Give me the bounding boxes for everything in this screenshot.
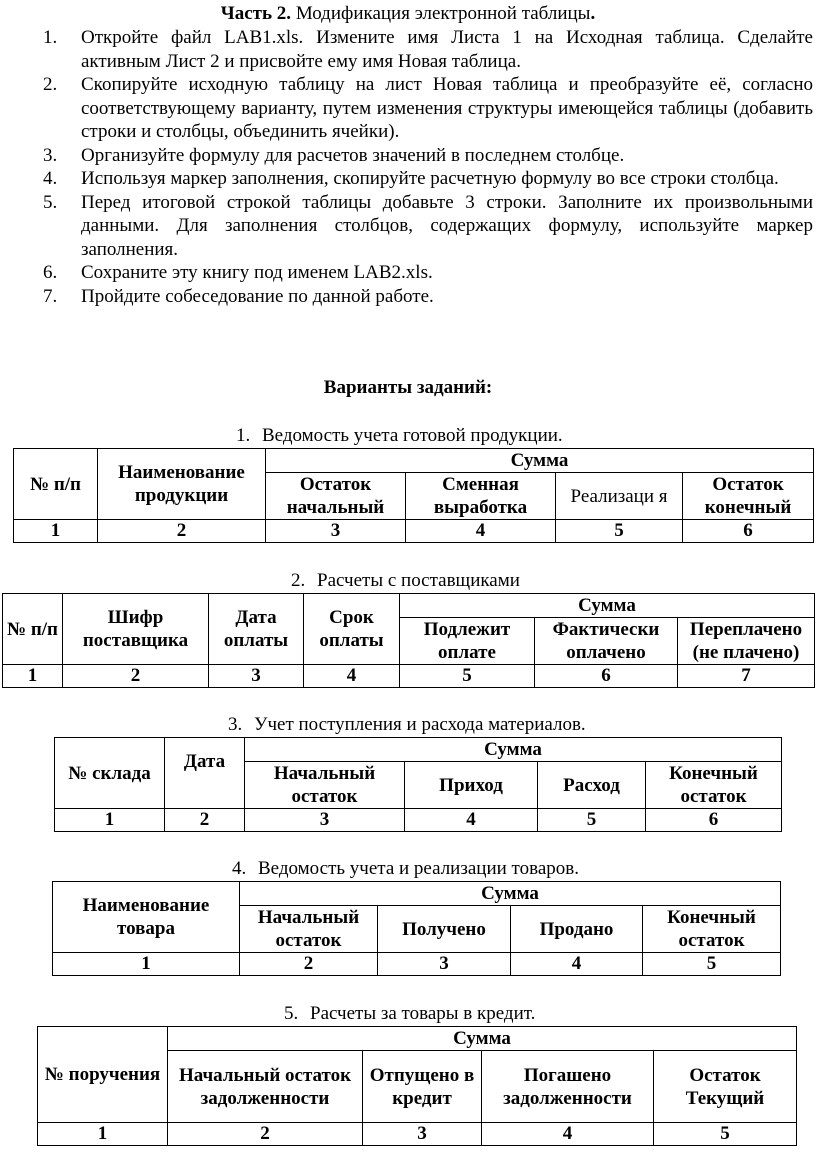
column-number: 5 (643, 953, 781, 976)
column-number: 2 (240, 953, 378, 976)
caption-text: Учет поступления и расхода материалов. (254, 714, 586, 735)
step-number: 7. (43, 285, 58, 307)
step-text: Скопируйте исходную таблицу на лист Новая таблица и преобразуйте её, согласно соответствующему варианту, путем изменения структуры имеющейся таблицы (добавить строки и столбцы, объединить ячейки). (81, 74, 813, 142)
step-text: Используя маркер заполнения, скопируйте расчетную формулу во все строки столбца. (81, 168, 779, 189)
step-item (43, 261, 813, 285)
step-item (43, 167, 813, 191)
caption-text: Расчеты за товары в кредит. (310, 1003, 536, 1024)
header-cell: Срок оплаты (304, 594, 400, 665)
step-text: Организуйте формулу для расчетов значений в последнем столбце. (81, 144, 625, 166)
column-number: 2 (168, 1123, 363, 1146)
table-5 (37, 1026, 797, 1146)
sub-header: Продано (511, 906, 643, 953)
column-number: 1 (14, 520, 98, 543)
column-number: 5 (400, 665, 535, 688)
caption-text: Расчеты с поставщиками (317, 570, 520, 591)
table-3 (54, 737, 782, 832)
sub-header: Отпущено в кредит (363, 1051, 482, 1123)
column-number: 5 (556, 520, 683, 543)
table-2 (2, 593, 815, 688)
step-text: Откройте файл LAB1.xls. Измените имя Листа 1 на Исходная таблица. Сделайте активным Лист 2 и присвойте ему имя Новая таблица. (81, 27, 813, 72)
column-number: 4 (511, 953, 643, 976)
caption-number: 2. (291, 570, 306, 591)
sub-header: Начальный остаток задолженности (168, 1051, 363, 1123)
sub-header: Расход (538, 762, 646, 809)
sub-header: Получено (378, 906, 511, 953)
sub-header: Переплачено (не плачено) (678, 618, 815, 665)
header-cell: Шифр поставщика (63, 594, 209, 665)
sub-header: Погашено задолженности (482, 1051, 654, 1123)
part-title (0, 3, 816, 25)
column-number: 4 (304, 665, 400, 688)
step-number: 2. (43, 74, 58, 95)
step-number: 6. (43, 262, 58, 283)
column-number: 4 (406, 520, 556, 543)
column-number: 3 (266, 520, 406, 543)
header-cell: Дата оплаты (209, 594, 304, 665)
column-number: 4 (405, 809, 538, 832)
column-number: 2 (63, 665, 209, 688)
table-1-caption (236, 425, 816, 447)
caption-number: 1. (236, 425, 251, 446)
part-text: Модификация электронной таблицы (291, 3, 591, 24)
sub-header: Остаток конечный (683, 473, 814, 520)
column-number: 2 (98, 520, 266, 543)
sub-header: Сменная выработка (406, 473, 556, 520)
sub-header: Начальный остаток (245, 762, 405, 809)
sub-header: Приход (405, 762, 538, 809)
step-item (43, 26, 813, 73)
step-item (43, 285, 813, 309)
header-cell: № поручения (38, 1027, 168, 1123)
header-cell: № п/п (14, 449, 98, 520)
caption-number: 4. (232, 858, 247, 879)
sub-header: Фактически оплачено (535, 618, 678, 665)
table-1 (13, 448, 814, 543)
column-number: 5 (538, 809, 646, 832)
header-cell: № п/п (3, 594, 63, 665)
caption-number: 5. (284, 1003, 299, 1024)
step-number: 4. (43, 168, 58, 189)
table-4-caption (232, 858, 816, 880)
column-number: 1 (53, 953, 240, 976)
step-text: Перед итоговой строкой таблицы добавьте 3 строки. Заполните их произвольными данными. Для заполнения столбцов, содержащих формулу, используйте маркер заполнения. (81, 191, 813, 260)
column-number: 1 (55, 809, 165, 832)
table-2-caption (291, 570, 816, 592)
column-number: 2 (165, 809, 245, 832)
caption-text: Ведомость учета готовой продукции. (262, 425, 563, 446)
column-number: 3 (245, 809, 405, 832)
group-header: Сумма (240, 882, 781, 906)
column-number: 6 (683, 520, 814, 543)
group-header: Сумма (245, 738, 782, 762)
sub-header: Конечный остаток (646, 762, 782, 809)
header-cell: Наименование товара (53, 882, 240, 953)
header-cell: № склада (55, 738, 165, 809)
group-header: Сумма (266, 449, 814, 473)
column-number: 1 (38, 1123, 168, 1146)
step-number: 1. (43, 27, 58, 48)
column-number: 7 (678, 665, 815, 688)
step-text: Сохраните эту книгу под именем LAB2.xls. (81, 262, 433, 283)
step-number: 3. (43, 144, 58, 166)
column-number: 3 (378, 953, 511, 976)
steps-list (43, 26, 813, 308)
sub-header: Остаток Текущий (654, 1051, 797, 1123)
column-number: 5 (654, 1123, 797, 1146)
part-tail: . (590, 3, 596, 24)
step-text: Пройдите собеседование по данной работе. (81, 285, 434, 307)
column-number: 4 (482, 1123, 654, 1146)
part-label: Часть 2. (220, 3, 292, 24)
step-item (43, 144, 813, 168)
sub-header: Подлежит оплате (400, 618, 535, 665)
column-number: 6 (646, 809, 782, 832)
column-number: 3 (209, 665, 304, 688)
column-number: 3 (363, 1123, 482, 1146)
variants-title: Варианты заданий: (323, 377, 493, 398)
column-number: 1 (3, 665, 63, 688)
group-header: Сумма (168, 1027, 797, 1051)
header-cell: Дата (165, 738, 245, 809)
sub-header: Начальный остаток (240, 906, 378, 953)
column-number: 6 (535, 665, 678, 688)
sub-header: Конечный остаток (643, 906, 781, 953)
step-item (43, 73, 813, 144)
step-number: 5. (43, 191, 58, 213)
sub-header: Остаток начальный (266, 473, 406, 520)
caption-text: Ведомость учета и реализации товаров. (258, 858, 579, 879)
group-header: Сумма (400, 594, 815, 618)
sub-header: Реализаци я (556, 473, 683, 520)
header-cell: Наименование продукции (98, 449, 266, 520)
table-4 (52, 881, 781, 976)
table-3-caption (228, 714, 816, 736)
step-item (43, 191, 813, 262)
table-5-caption (284, 1003, 816, 1025)
caption-number: 3. (228, 714, 243, 735)
